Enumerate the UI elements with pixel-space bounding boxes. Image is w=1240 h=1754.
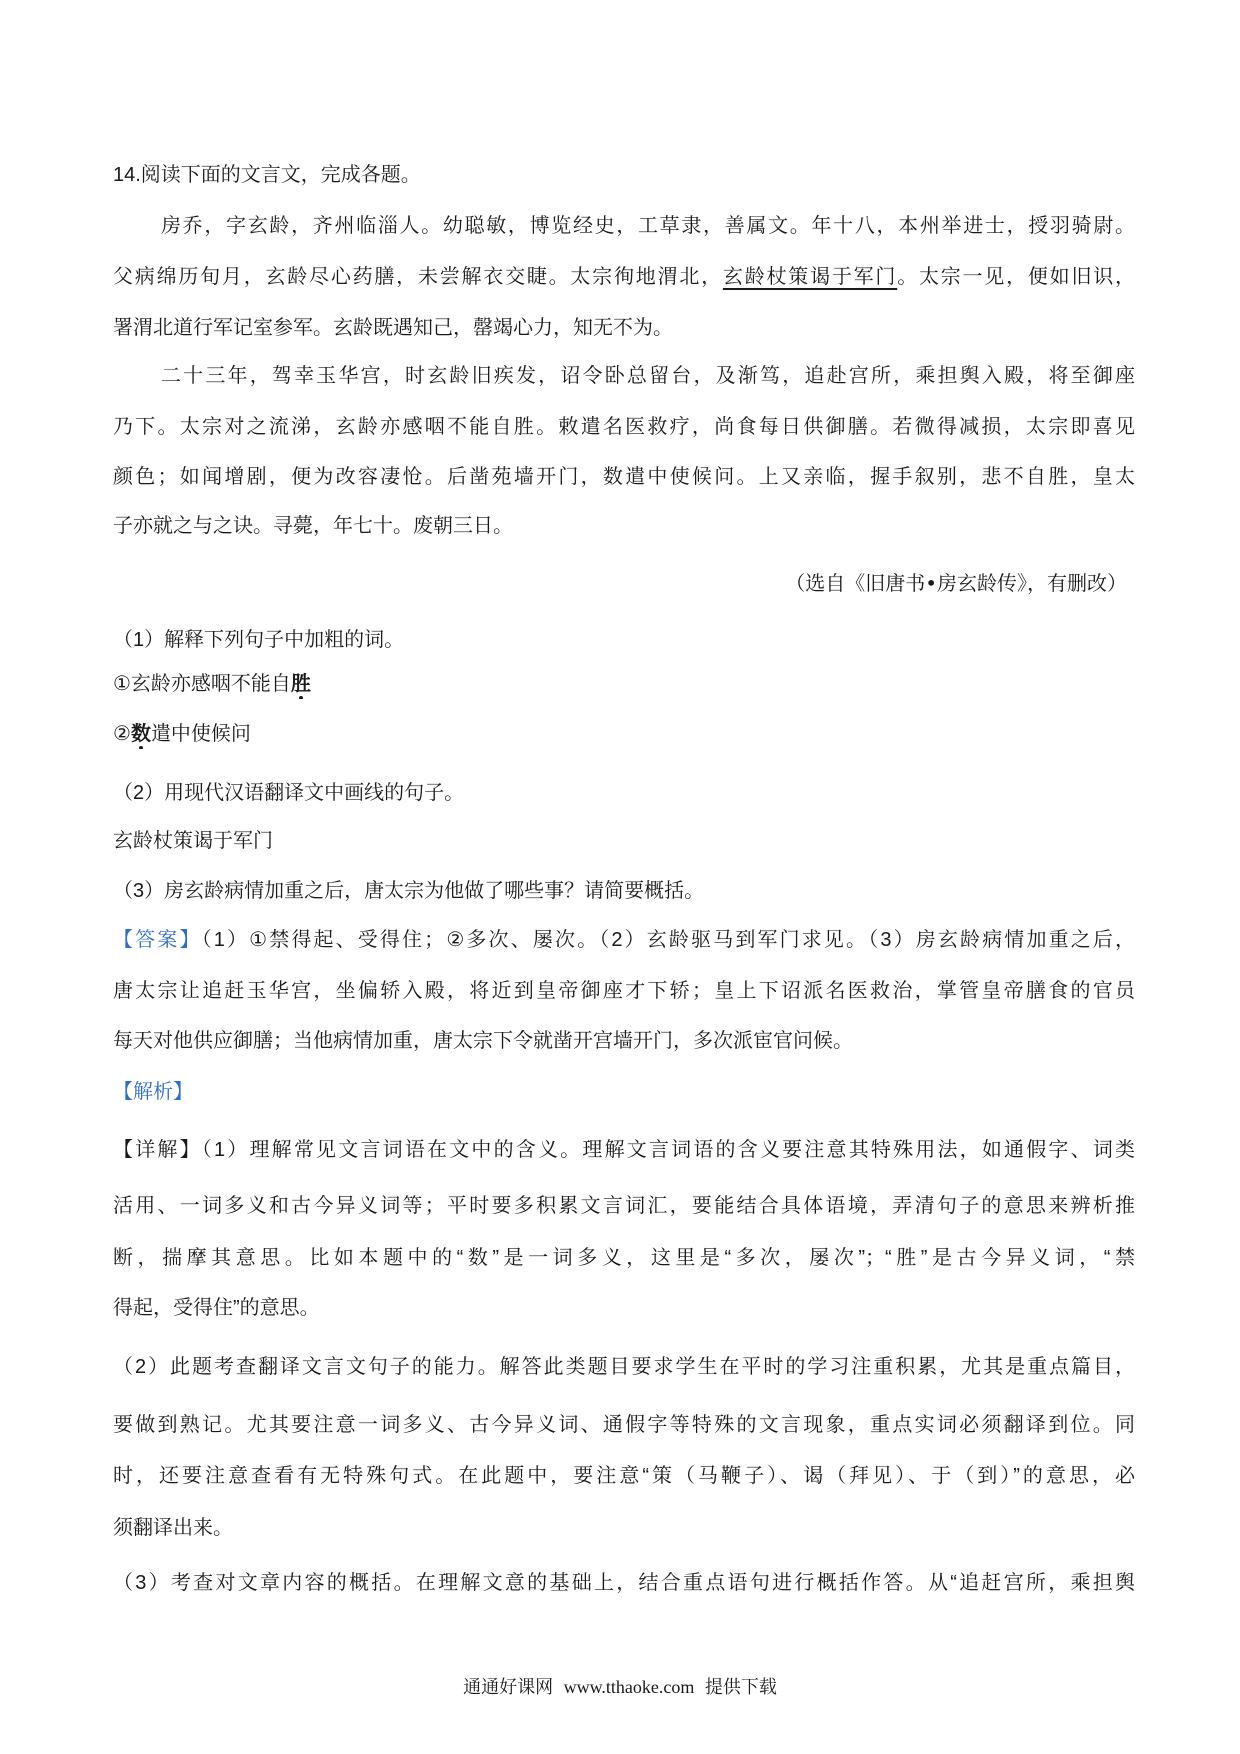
item-text: ①玄龄亦感咽不能自 (113, 673, 291, 695)
explanation-text: （1）理解常见文言词语在文中的含义。理解文言词语的含义要注意其特殊用法，如通假字、词类 (201, 1139, 1135, 1161)
passage-line: 颜色；如闻增剧，便为改容凄怆。后凿苑墙开门，数遣中使候问。上又亲临，握手叙别，悲不自胜，皇太 (113, 464, 1135, 488)
explanation-line: 断，揣摩其意思。比如本题中的“数”是一词多义，这里是“多次，屡次”；“胜”是古今异义词，“禁 (113, 1247, 1135, 1269)
explanation-line (113, 1135, 1135, 1165)
explanation-line: （3）考查对文章内容的概括。在理解文意的基础上，结合重点语句进行概括作答。从“追赶宫所，乘担舆 (113, 1572, 1135, 1594)
item-text: ② (113, 723, 131, 745)
passage-line: 署渭北道行军记室参军。玄龄既遇知己，罄竭心力，知无不为。 (113, 315, 673, 339)
explanation-line: （2）此题考查翻译文言文句子的能力。解答此类题目要求学生在平时的学习注重积累，尤其是重点篇目， (113, 1356, 1135, 1378)
passage-line (113, 261, 1135, 291)
passage-line: 子亦就之与之诀。寻薨，年七十。废朝三日。 (113, 513, 513, 537)
source-citation: （选自《旧唐书•房玄龄传》，有删改） (785, 571, 1127, 595)
question-title: 14.阅读下面的文言文，完成各题。 (113, 164, 421, 186)
passage-text: 父病绵历旬月，玄龄尽心药膳，未尝解衣交睫。太宗徇地渭北， (113, 264, 723, 288)
answer-text: （1）①禁得起、受得住；②多次、屡次。（2）玄龄驱马到军门求见。（3）房玄龄病情加重之后， (201, 929, 1135, 951)
item-text: 遣中使候问 (150, 723, 251, 745)
explanation-line: 活用、一词多义和古今异义词等；平时要多积累文言词汇，要能结合具体语境，弄清句子的意思来辨析推 (113, 1195, 1135, 1217)
explanation-line: 须翻译出来。 (113, 1517, 233, 1539)
sub-question-1-prompt: （1）解释下列句子中加粗的词。 (113, 629, 405, 651)
explanation-line: 得起，受得住”的意思。 (113, 1297, 320, 1319)
answer-line: 每天对他供应御膳；当他病情加重，唐太宗下令就凿开宫墙开门，多次派宦官问候。 (113, 1030, 853, 1052)
sub-question-1-item-2 (113, 719, 1135, 749)
sub-question-2-prompt: （2）用现代汉语翻译文中画线的句子。 (113, 782, 465, 804)
underlined-sentence: 玄龄杖策谒于军门 (722, 264, 898, 288)
passage-line: 房乔，字玄龄，齐州临淄人。幼聪敏，博览经史，工草隶，善属文。年十八，本州举进士，授羽骑尉。 (161, 213, 1135, 237)
passage-line: 乃下。太宗对之流涕，玄龄亦感咽不能自胜。敕遣名医救疗，尚食每日供御膳。若微得减损，太宗即喜见 (113, 414, 1135, 438)
footer-watermark: 通通好课网 www.tthaoke.com 提供下载 (463, 1677, 777, 1697)
sub-question-3-prompt: （3）房玄龄病情加重之后，唐太宗为他做了哪些事？请简要概括。 (113, 880, 705, 902)
passage-text: 。太宗一见，便如旧识， (897, 264, 1135, 288)
sub-question-2-sentence: 玄龄杖策谒于军门 (113, 830, 273, 852)
explanation-line: 时，还要注意查看有无特殊句式。在此题中，要注意“策（马鞭子）、谒（拜见）、于（到）”的意思，必 (113, 1465, 1135, 1487)
answer-line: 唐太宗让追赶玉华宫，坐偏轿入殿，将近到皇帝御座才下轿；皇上下诏派名医救治，掌管皇帝膳食的官员 (113, 980, 1135, 1002)
answer-line (113, 925, 1135, 955)
passage-line: 二十三年，驾幸玉华宫，时玄龄旧疾发，诏令卧总留台，及渐笃，追赴宫所，乘担舆入殿，将至御座 (161, 363, 1135, 387)
emphasized-word: 数 (131, 719, 151, 749)
sub-question-1-item-1 (113, 669, 1135, 699)
explanation-label: 【详解】 (113, 1139, 202, 1161)
analysis-label: 【解析】 (113, 1081, 193, 1103)
answer-label: 【答案】 (113, 929, 202, 951)
explanation-line: 要做到熟记。尤其要注意一词多义、古今异义词、通假字等特殊的文言现象，重点实词必须翻译到位。同 (113, 1414, 1135, 1436)
emphasized-word: 胜 (291, 669, 311, 699)
